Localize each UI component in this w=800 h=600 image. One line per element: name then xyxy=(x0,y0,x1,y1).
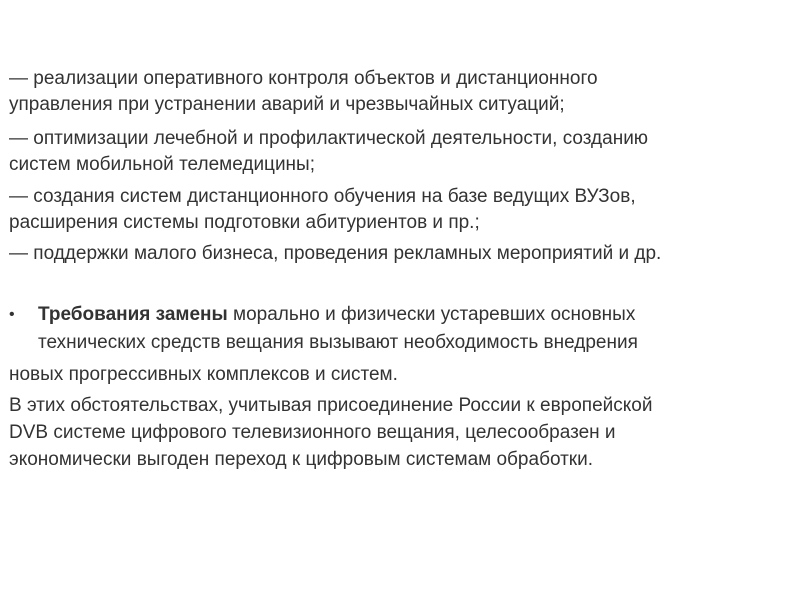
conclusion-line-1: В этих обстоятельствах, учитывая присоединение России к европейской xyxy=(9,395,653,416)
bullet-line-3: новых прогрессивных комплексов и систем. xyxy=(9,364,398,385)
bullet-line-2: технических средств вещания вызывают необходимость внедрения xyxy=(38,332,638,353)
dash-item-1-line-2: управления при устранении аварий и чрезвычайных ситуаций; xyxy=(9,94,565,115)
dash-item-2-line-1: — оптимизации лечебной и профилактической деятельности, созданию xyxy=(9,128,649,149)
bullet-line-1-rest: морально и физически устаревших основных xyxy=(227,304,636,325)
dash-item-2-line-2: систем мобильной телемедицины; xyxy=(9,154,315,175)
dash-item-3-line-1: — создания систем дистанционного обучения на базе ведущих ВУЗов, xyxy=(9,186,636,207)
dash-item-3-line-2: расширения системы подготовки абитуриентов и пр.; xyxy=(9,212,480,233)
dash-item-4-line-1: — поддержки малого бизнеса, проведения рекламных мероприятий и др. xyxy=(9,243,662,264)
bullet-dot-icon: • xyxy=(9,306,15,323)
bullet-bold-text: Требования замены xyxy=(38,304,228,325)
conclusion-line-3: экономически выгоден переход к цифровым системам обработки. xyxy=(9,449,594,470)
conclusion-line-2: DVB системе цифрового телевизионного вещания, целесообразен и xyxy=(9,422,616,443)
bullet-line-1 xyxy=(38,302,635,328)
dash-item-1-line-1: — реализации оперативного контроля объектов и дистанционного xyxy=(9,68,598,89)
